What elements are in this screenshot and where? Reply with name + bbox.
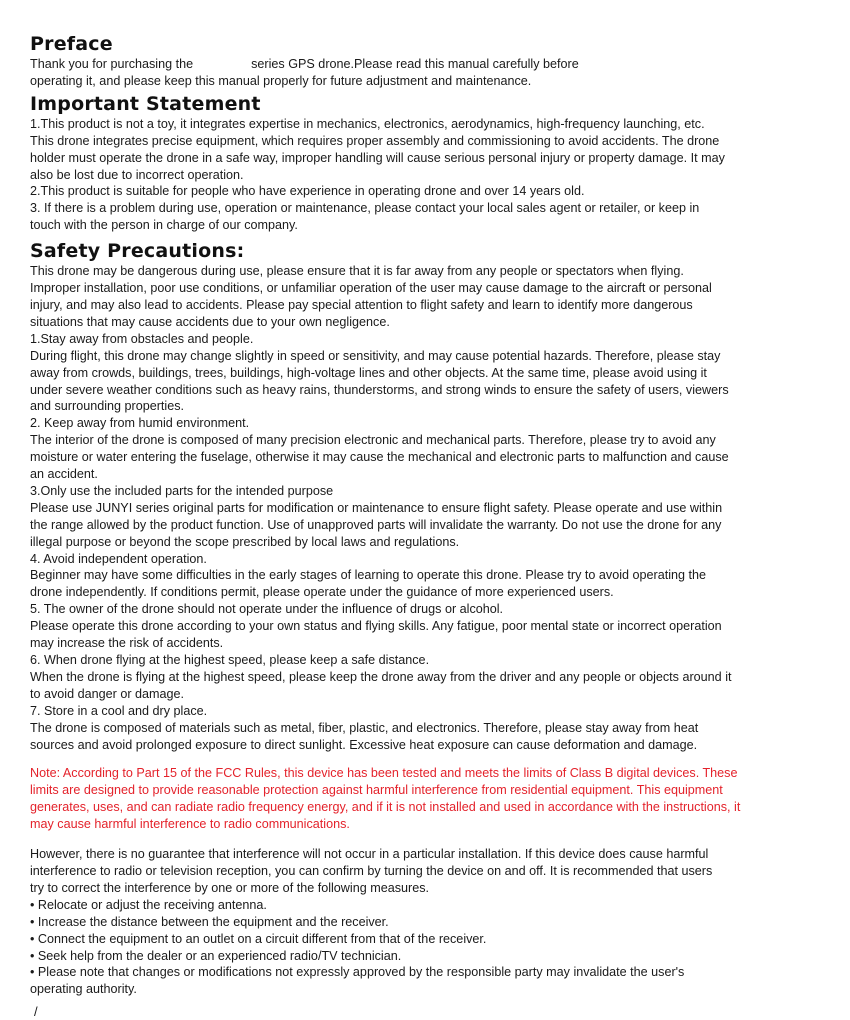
- safety-line: moisture or water entering the fuselage, otherwise it may cause the mechanical and electronic parts to malfunction and cause: [30, 450, 729, 465]
- important-line: 2.This product is suitable for people who have experience in operating drone and over 14 years old.: [30, 184, 585, 199]
- safety-line: situations that may cause accidents due to your own negligence.: [30, 314, 390, 329]
- preface-section: [30, 32, 830, 90]
- safety-line: Improper installation, poor use conditions, or unfamiliar operation of the user may cause damage to the aircraft or personal: [30, 281, 712, 296]
- preface-line: Thank you for purchasing the series GPS drone.Please read this manual carefully before: [30, 57, 579, 71]
- important-statement-section: [30, 92, 830, 234]
- important-statement-heading: Important Statement: [30, 92, 261, 115]
- fcc-note-line: Note: According to Part 15 of the FCC Rules, this device has been tested and meets the limits of Class B digital devices. These: [30, 766, 738, 781]
- safety-line: This drone may be dangerous during use, please ensure that it is far away from any people or spectators when flying.: [30, 264, 684, 279]
- fcc-note-line: limits are designed to provide reasonable protection against harmful interference from residential equipment. This equipment: [30, 783, 723, 798]
- fcc-bullet: • Connect the equipment to an outlet on a circuit different from that of the receiver.: [30, 931, 487, 946]
- safety-line: During flight, this drone may change slightly in speed or sensitivity, and may cause potential hazards. Therefore, please stay: [30, 348, 721, 363]
- fcc-line: However, there is no guarantee that interference will not occur in a particular installation. If this device does cause harmful: [30, 847, 709, 862]
- safety-item-title: 1.Stay away from obstacles and people.: [30, 331, 254, 346]
- safety-line: an accident.: [30, 467, 98, 482]
- important-line: holder must operate the drone in a safe way, improper handling will cause serious personal injury or property damage. It may: [30, 150, 725, 165]
- fcc-bullet: • Increase the distance between the equipment and the receiver.: [30, 914, 389, 929]
- fcc-bullet: • Relocate or adjust the receiving antenna.: [30, 897, 267, 912]
- safety-item-title: 7. Store in a cool and dry place.: [30, 703, 208, 718]
- fcc-bullet: • Seek help from the dealer or an experienced radio/TV technician.: [30, 948, 402, 963]
- safety-item-title: 5. The owner of the drone should not operate under the influence of drugs or alcohol.: [30, 602, 504, 617]
- safety-line: under severe weather conditions such as heavy rains, thunderstorms, and strong winds to ensure the safety of users, viewers: [30, 382, 729, 397]
- important-line: touch with the person in charge of our company.: [30, 218, 298, 233]
- safety-precautions-section: [30, 239, 830, 753]
- safety-line: Please operate this drone according to your own status and flying skills. Any fatigue, poor mental state or incorrect operation: [30, 619, 722, 634]
- safety-line: The interior of the drone is composed of many precision electronic and mechanical parts. Therefore, please try to avoid any: [30, 433, 716, 448]
- fcc-bullet: • Please note that changes or modifications not expressly approved by the responsible party may invalidate the user's: [30, 965, 685, 980]
- fcc-measures-section: [30, 846, 830, 998]
- safety-line: Beginner may have some difficulties in the early stages of learning to operate this drone. Please try to avoid operating the: [30, 568, 707, 583]
- safety-line: illegal purpose or beyond the scope prescribed by local laws and regulations.: [30, 534, 460, 549]
- safety-line: injury, and may also lead to accidents. Please pay special attention to flight safety and learn to identify more dangerous: [30, 297, 693, 312]
- important-line: This drone integrates precise equipment, which requires proper assembly and commissioning to avoid accidents. The drone: [30, 133, 720, 148]
- safety-precautions-heading: Safety Precautions:: [30, 240, 245, 263]
- preface-line: operating it, and please keep this manual properly for future adjustment and maintenance.: [30, 73, 532, 88]
- safety-line: drone independently. If conditions permit, please operate under the guidance of more experienced users.: [30, 585, 614, 600]
- fcc-line: operating authority.: [30, 982, 137, 997]
- safety-line: sources and avoid prolonged exposure to direct sunlight. Excessive heat exposure can cause deformation and damage.: [30, 737, 698, 752]
- important-line: 1.This product is not a toy, it integrates expertise in mechanics, electronics, aerodynamics, high-frequency launching, etc.: [30, 116, 705, 131]
- important-line: 3. If there is a problem during use, operation or maintenance, please contact your local sales agent or retailer, or keep in: [30, 201, 700, 216]
- safety-line: When the drone is flying at the highest speed, please keep the drone away from the driver and any people or objects around it: [30, 669, 732, 684]
- safety-item-title: 4. Avoid independent operation.: [30, 551, 207, 566]
- manual-page: [30, 32, 830, 1020]
- safety-item-title: 3.Only use the included parts for the intended purpose: [30, 483, 334, 498]
- fcc-line: try to correct the interference by one or more of the following measures.: [30, 880, 429, 895]
- fcc-line: interference to radio or television reception, you can confirm by turning the device on and off. It is recommended that users: [30, 863, 713, 878]
- fcc-note-line: generates, uses, and can radiate radio frequency energy, and if it is not installed and used in accordance with the instructions, it: [30, 800, 741, 815]
- safety-line: The drone is composed of materials such as metal, fiber, plastic, and electronics. Therefore, please stay away from heat: [30, 720, 699, 735]
- safety-line: the range allowed by the product function. Use of unapproved parts will invalidate the warranty. Do not use the drone for any: [30, 517, 722, 532]
- safety-item-title: 2. Keep away from humid environment.: [30, 416, 250, 431]
- page-number-mark: /: [34, 1004, 38, 1020]
- safety-line: and surrounding properties.: [30, 399, 185, 414]
- safety-line: away from crowds, buildings, trees, buildings, high-voltage lines and other objects. At the same time, please avoid using it: [30, 365, 707, 380]
- safety-line: may increase the risk of accidents.: [30, 636, 224, 651]
- safety-item-title: 6. When drone flying at the highest speed, please keep a safe distance.: [30, 653, 430, 667]
- safety-line: to avoid danger or damage.: [30, 686, 185, 701]
- important-line: also be lost due to incorrect operation.: [30, 167, 244, 182]
- fcc-note-section: [30, 765, 830, 833]
- safety-line: Please use JUNYI series original parts for modification or maintenance to ensure flight safety. Please operate and use within: [30, 500, 723, 515]
- preface-heading: Preface: [30, 33, 113, 55]
- fcc-note-line: may cause harmful interference to radio communications.: [30, 817, 350, 832]
